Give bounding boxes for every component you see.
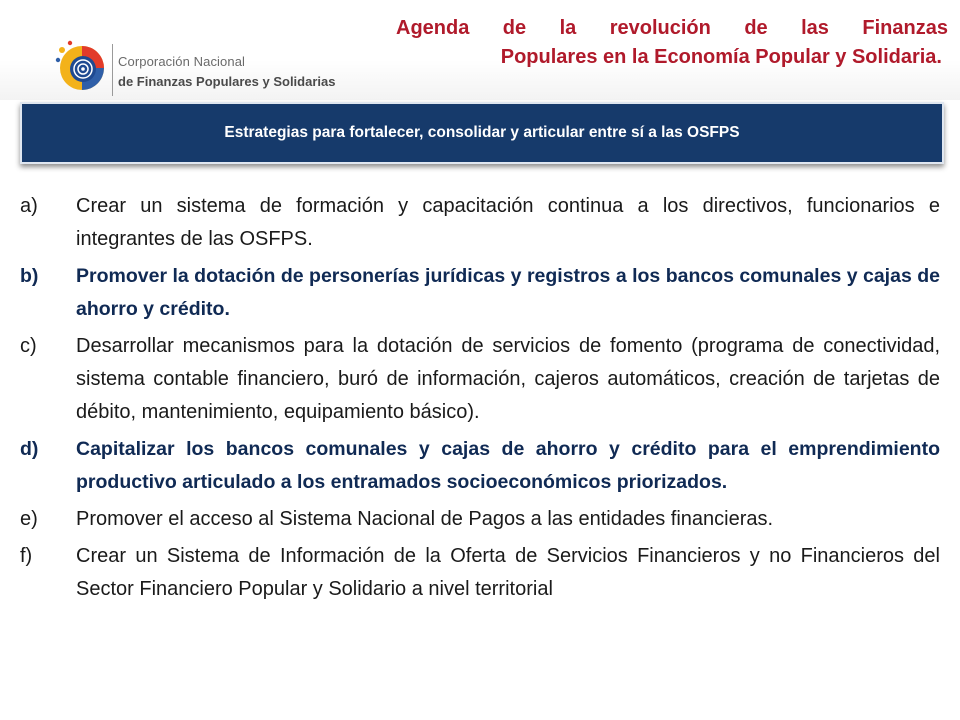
title-word: de [744, 17, 768, 39]
title-word: Agenda [396, 17, 470, 39]
org-name-line2: de Finanzas Populares y Solidarias [118, 74, 336, 89]
slide-header [0, 0, 960, 100]
list-item-text: Promover la dotación de personerías jurídicas y registros a los bancos comunales y cajas de ahorro y crédito. [76, 265, 940, 320]
title-word: de [502, 17, 527, 39]
list-marker: a) [20, 195, 38, 217]
list-item-text: Promover el acceso al Sistema Nacional de Pagos a las entidades financieras. [76, 508, 774, 530]
strategies-banner [20, 102, 944, 164]
slide-title-line2: Populares en la Economía Popular y Solidaria. [500, 46, 942, 68]
list-marker: b) [20, 265, 39, 287]
list-marker: d) [20, 438, 39, 460]
slide-title-line1 [396, 14, 948, 43]
organization-logo [52, 38, 372, 100]
list-item-text: Capitalizar los bancos comunales y cajas de ahorro y crédito para el emprendimiento productivo articulado a los entramados socioeconómicos priorizados. [76, 438, 940, 493]
logo-divider [112, 44, 113, 96]
title-word: Finanzas [862, 17, 948, 39]
slide-title [396, 14, 948, 72]
list-marker: c) [20, 335, 37, 357]
banner-text: Estrategias para fortalecer, consolidar y articular entre sí a las OSFPS [224, 124, 740, 141]
list-item-text: Crear un sistema de formación y capacitación continua a los directivos, funcionarios e integrantes de las OSFPS. [76, 195, 940, 250]
list-marker: f) [20, 545, 33, 567]
list-item [20, 433, 940, 499]
logo-emblem-icon [52, 38, 112, 98]
list-item-text: Crear un Sistema de Información de la Oferta de Servicios Financieros y no Financieros del Sector Financiero Popular y Solidario a nivel territorial [76, 545, 940, 600]
list-item [20, 260, 940, 326]
org-name-line1: Corporación Nacional [118, 54, 246, 69]
title-word: la [559, 17, 577, 39]
list-item [20, 190, 940, 256]
title-word: las [801, 17, 829, 39]
list-item [20, 540, 940, 606]
strategies-list [20, 190, 940, 610]
list-item [20, 503, 940, 536]
list-item [20, 330, 940, 429]
list-marker: e) [20, 508, 38, 530]
title-word: revolución [609, 17, 711, 39]
list-item-text: Desarrollar mecanismos para la dotación de servicios de fomento (programa de conectividad, sistema contable financiero, buró de información, cajeros automáticos, creación de tarjetas de débito, mantenimiento, equipamiento básico). [76, 335, 940, 423]
